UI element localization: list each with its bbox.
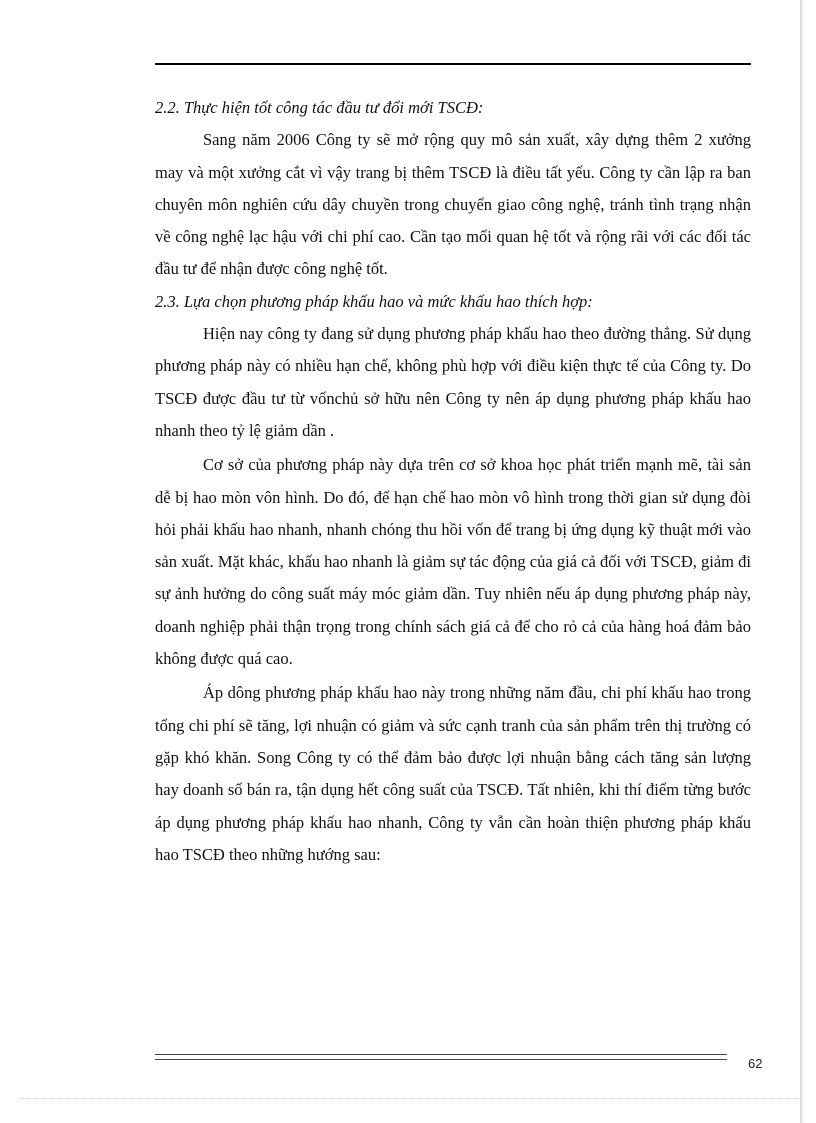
footer-rule [155, 1054, 727, 1060]
page-number: 62 [748, 1056, 763, 1071]
page-bottom-border [20, 1098, 800, 1100]
paragraph-basis: Cơ sở của phương pháp này dựa trên cơ sở khoa học phát triển mạnh mẽ, tài sản dễ bị hao mòn vôn hình. Do đó, để hạn chế hao mòn vô hình trong thời gian sử dụng đòi hỏi phải khấu hao nhanh, nhanh chóng thu hồi vốn để trang bị ứng dụng kỹ thuật mới vào sản xuất. Mặt khác, khấu hao nhanh là giảm sự tác động của giá cả đối với TSCĐ, giảm đi sự ảnh hưởng do công suất máy móc giảm dần. Tuy nhiên nếu áp dụng phương pháp này, doanh nghiệp phải thận trọng trong chính sách giá cả để cho rỏ cả của hàng hoá đảm bảo không được quá cao. [155, 455, 751, 669]
section-heading-2-2: 2.2. Thực hiện tốt công tác đầu tư đổi mới TSCĐ: [155, 98, 484, 117]
section-heading-2-3: 2.3. Lựa chọn phương pháp khấu hao và mức khấu hao thích hợp: [155, 291, 593, 311]
document-body [155, 92, 751, 871]
paragraph-investment: Sang năm 2006 Công ty sẽ mở rộng quy mô sản xuất, xây dựng thêm 2 xưởng may và một xưởng cắt vì vậy trang bị thêm TSCĐ là điều tất yếu. Công ty cần lập ra ban chuyên môn nghiên cứu dây chuyền trong chuyển giao công nghệ, tránh tình trạng nhận về công nghệ lạc hậu với chi phí cao. Cần tạo mối quan hệ tốt và rộng rãi với các đối tác đầu tư để nhận được công nghệ tốt. [155, 130, 751, 279]
paragraph-current-method: Hiện nay công ty đang sử dụng phương pháp khấu hao theo đường thẳng. Sử dụng phương pháp này có nhiều hạn chế, không phù hợp với điều kiện thực tế của Công ty. Do TSCĐ được đầu tư từ vốnchủ sở hữu nên Công ty nên áp dụng phương pháp khấu hao nhanh theo tỷ lệ giảm dần . [155, 324, 751, 440]
header-rule [155, 63, 751, 65]
page-edge-shadow [800, 0, 804, 1123]
paragraph-application: Áp dông phương pháp khấu hao này trong những năm đầu, chi phí khấu hao trong tổng chi phí sẽ tăng, lợi nhuận có giảm và sức cạnh tranh của sản phẩm trên thị trường có gặp khó khăn. Song Công ty có thể đảm bảo được lợi nhuận bằng cách tăng sản lượng hay doanh số bán ra, tận dụng hết công suất của TSCĐ. Tất nhiên, khi thí điểm từng bước áp dụng phương pháp khấu hao nhanh, Công ty vẫn cần hoàn thiện phương pháp khấu hao TSCĐ theo những hướng sau: [155, 683, 751, 864]
